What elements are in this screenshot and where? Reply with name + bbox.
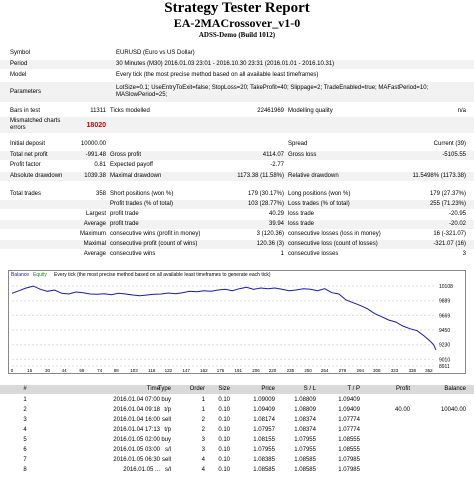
- gross-loss-label: Gross loss: [288, 152, 317, 158]
- table-cell-5: 1.09009: [253, 397, 275, 403]
- table-cell-6: 1.08374: [294, 427, 316, 433]
- table-row: [0, 466, 474, 475]
- table-cell-5: 1.08174: [253, 417, 275, 423]
- net-profit-label: Total net profit: [10, 152, 48, 158]
- table-cell-5: 1.08155: [253, 437, 275, 443]
- profit-trades-label: Profit trades (% of total): [110, 201, 174, 207]
- x-tick-label: 176: [216, 368, 225, 373]
- table-cell-1: 2016.01.04 07:00: [113, 397, 160, 403]
- chart-caption-text: Every tick (the most precise method based on all available least timeframes to generate each tick): [54, 272, 271, 278]
- initial-deposit-value: 10000.00: [80, 141, 106, 147]
- table-cell-6: 1.07955: [294, 447, 316, 453]
- table-cell-7: 1.07774: [338, 417, 360, 423]
- table-cell-0: 8: [23, 467, 27, 473]
- table-cell-0: 6: [23, 447, 27, 453]
- profit-factor-value: 0.81: [94, 162, 106, 168]
- x-tick-label: 235: [286, 368, 295, 373]
- x-tick-label: 264: [320, 368, 329, 373]
- y-tick-label: 9010: [439, 357, 451, 364]
- table-cell-1: 2016.01.04 16:00: [113, 417, 160, 423]
- mismatch-value: 18020: [86, 122, 106, 129]
- table-cell-1: 2016.01.04 17:13: [113, 427, 160, 433]
- total-trades-value: 358: [95, 191, 106, 197]
- table-cell-6: 1.08809: [294, 397, 316, 403]
- balance-chart: [8, 270, 466, 374]
- y-tick-label: 10108: [439, 284, 453, 291]
- table-row: [0, 426, 474, 435]
- chart-balance-label: Balance: [11, 272, 30, 278]
- trades-header-cell-3: Order: [189, 386, 205, 392]
- parameters-line-1: LotSize=0.1; UseEntryToExit=false; StopLoss=20; TakeProfit=40; Slippage=2; TradeEnabled=true; MAFastPeriod=10;: [116, 85, 429, 91]
- table-cell-3: 4: [201, 467, 205, 473]
- maximal-consec-loss-label: consecutive loss (count of losses): [288, 241, 378, 247]
- table-cell-5: 1.07955: [253, 447, 275, 453]
- trades-header-cell-9: Balance: [444, 386, 466, 392]
- parameters-label: Parameters: [10, 89, 42, 95]
- table-cell-3: 1: [201, 407, 205, 413]
- long-positions-value: 179 (27.37%): [429, 191, 466, 197]
- table-cell-3: 1: [201, 397, 205, 403]
- parameters-line-2: MASlowPeriod=25;: [116, 92, 168, 98]
- table-row: [0, 416, 474, 425]
- x-tick-label: 352: [425, 368, 433, 373]
- average-loss-label: loss trade: [288, 221, 315, 227]
- relative-drawdown-value: 11.5498% (1173.38): [412, 173, 466, 179]
- table-cell-1: 2016.01.05 03:00: [113, 447, 160, 453]
- x-tick-label: 279: [338, 368, 347, 373]
- gross-loss-value: -5105.55: [442, 152, 466, 158]
- table-cell-2: t/p: [164, 407, 171, 413]
- x-tick-label: 191: [234, 368, 242, 373]
- max-consec-wins-label: consecutive wins (profit in money): [110, 231, 201, 237]
- mismatch-row: [0, 117, 474, 133]
- trades-header-cell-5: Price: [261, 386, 275, 392]
- period-label: Period: [10, 61, 28, 67]
- relative-drawdown-label: Relative drawdown: [288, 173, 339, 179]
- table-cell-0: 7: [23, 457, 27, 463]
- mismatch-label-1: Mismatched charts: [10, 118, 61, 124]
- maximum-row: [0, 230, 474, 239]
- trades-header-cell-6: S / L: [303, 386, 316, 392]
- table-cell-2: s/l: [165, 467, 171, 473]
- profit-trades-row: [0, 200, 474, 209]
- x-tick-label: 294: [356, 368, 364, 373]
- table-cell-4: 0.10: [218, 427, 230, 433]
- loss-trades-label: Loss trades (% of total): [288, 201, 350, 207]
- maximal-drawdown-label: Maximal drawdown: [110, 173, 162, 179]
- symbol-value: EURUSD (Euro vs US Dollar): [116, 50, 195, 56]
- table-cell-2: t/p: [164, 427, 171, 433]
- profit-factor-row: [0, 161, 474, 170]
- trades-header-cell-0: #: [23, 386, 27, 392]
- period-value: 30 Minutes (M30) 2016.01.03 23:01 - 2016.10.30 23:31 (2016.01.01 - 2016.10.31): [116, 61, 335, 67]
- table-cell-2: s/l: [165, 447, 171, 453]
- x-tick-label: 74: [97, 368, 103, 373]
- table-cell-0: 2: [23, 407, 27, 413]
- table-cell-4: 0.10: [218, 407, 230, 413]
- x-tick-label: 59: [79, 368, 85, 373]
- x-tick-label: 44: [61, 368, 67, 373]
- average-consec-losses-label: consecutive losses: [288, 251, 339, 257]
- x-tick-label: 132: [164, 368, 173, 373]
- table-cell-8: 40.00: [394, 407, 410, 413]
- largest-loss-label: loss trade: [288, 211, 315, 217]
- table-cell-2: sell: [161, 417, 171, 423]
- initial-deposit-label: Initial deposit: [10, 141, 46, 147]
- model-row: [0, 71, 474, 80]
- table-cell-4: 0.10: [218, 447, 230, 453]
- profit-trades-value: 103 (28.77%): [247, 201, 284, 207]
- model-label: Model: [10, 72, 27, 78]
- average-consec-wins-value: 1: [280, 251, 284, 257]
- table-cell-4: 0.10: [218, 397, 230, 403]
- spread-value: Current (39): [433, 141, 466, 147]
- trades-header-row: [0, 385, 474, 394]
- net-profit-value: -991.48: [85, 152, 106, 158]
- maximal-consec-profit-label: consecutive profit (count of wins): [110, 241, 198, 247]
- trades-header-cell-4: Size: [218, 386, 230, 392]
- trades-header-cell-2: Type: [157, 386, 171, 392]
- maximal-drawdown-value: 1173.38 (11.58%): [237, 173, 284, 179]
- table-cell-5: 1.08385: [253, 457, 275, 463]
- bars-row: [0, 107, 474, 116]
- profit-factor-label: Profit factor: [10, 162, 41, 168]
- table-cell-0: 3: [23, 417, 27, 423]
- max-consec-wins-value: 3 (120.36): [256, 231, 284, 237]
- table-cell-3: 3: [201, 447, 205, 453]
- gross-profit-value: 4114.07: [262, 152, 284, 158]
- largest-label: Largest: [85, 211, 106, 217]
- chart-equity-label: Equity: [33, 272, 47, 278]
- x-tick-label: 206: [252, 368, 260, 373]
- table-cell-4: 0.10: [218, 467, 230, 473]
- symbol-label: Symbol: [10, 50, 31, 56]
- table-cell-0: 4: [23, 427, 27, 433]
- table-cell-1: 2016.01.05 06:30: [113, 457, 160, 463]
- ticks-label: Ticks modelled: [110, 108, 150, 114]
- report-title: Strategy Tester Report: [164, 0, 310, 16]
- table-row: [0, 436, 474, 445]
- table-cell-7: 1.08555: [338, 437, 360, 443]
- ea-name: EA-2MACrossover_v1-0: [173, 16, 301, 30]
- table-cell-4: 0.10: [218, 437, 230, 443]
- average-label: Average: [83, 221, 106, 227]
- table-cell-5: 1.09409: [253, 407, 275, 413]
- average-consec-losses-value: 3: [462, 251, 466, 257]
- table-cell-4: 0.10: [218, 457, 230, 463]
- quality-value: n/a: [457, 108, 466, 114]
- average-consec-row: [0, 250, 474, 259]
- table-cell-3: 4: [201, 457, 205, 463]
- bars-value: 11311: [90, 108, 106, 114]
- quality-label: Modelling quality: [288, 108, 333, 114]
- parameters-row: [0, 82, 474, 102]
- maximum-label: Maximum: [79, 231, 106, 237]
- table-cell-1: 2016.01.05 ...: [123, 467, 160, 473]
- average-profit-value: 39.94: [268, 221, 284, 227]
- table-row: [0, 446, 474, 455]
- table-row: [0, 406, 474, 415]
- model-value: Every tick (the most precise method based on all available least timeframes): [116, 72, 319, 78]
- maximal-consec-loss-value: -321.07 (16): [433, 241, 466, 247]
- ticks-value: 22461969: [257, 108, 284, 114]
- net-profit-row: [0, 151, 474, 160]
- gross-profit-label: Gross profit: [110, 152, 142, 158]
- x-tick-label: 88: [113, 368, 119, 373]
- trades-header-cell-8: Profit: [395, 386, 410, 392]
- short-positions-label: Short positions (won %): [110, 191, 174, 197]
- table-cell-0: 5: [23, 437, 27, 443]
- table-cell-7: 1.07774: [338, 427, 360, 433]
- table-cell-3: 2: [201, 427, 205, 433]
- x-tick-label: 250: [304, 368, 312, 373]
- average-loss-value: -20.02: [448, 221, 466, 227]
- x-tick-label: 15: [27, 368, 33, 373]
- y-tick-label: 8911: [439, 364, 450, 370]
- table-cell-7: 1.07985: [338, 457, 360, 463]
- table-cell-0: 1: [23, 397, 27, 403]
- table-cell-4: 0.10: [218, 417, 230, 423]
- x-tick-label: 338: [408, 368, 417, 373]
- table-cell-7: 1.08555: [338, 447, 360, 453]
- table-cell-5: 1.08585: [253, 467, 275, 473]
- x-tick-label: 0: [10, 368, 14, 373]
- absolute-drawdown-label: Absolute drawdown: [10, 173, 63, 179]
- average-consec-label: Average: [83, 251, 106, 257]
- table-cell-3: 2: [201, 417, 205, 423]
- largest-row: [0, 210, 474, 219]
- x-tick-label: 103: [130, 368, 138, 373]
- drawdown-row: [0, 172, 474, 181]
- x-tick-label: 162: [200, 368, 208, 373]
- y-tick-label: 9230: [439, 342, 451, 349]
- short-positions-value: 179 (30.17%): [247, 191, 284, 197]
- table-cell-6: 1.08585: [294, 457, 316, 463]
- maximal-label: Maximal: [83, 241, 106, 247]
- table-cell-6: 1.07955: [294, 437, 316, 443]
- y-tick-label: 9450: [439, 328, 451, 335]
- table-cell-2: buy: [161, 397, 171, 403]
- loss-trades-value: 255 (71.23%): [429, 201, 466, 207]
- table-cell-6: 1.08809: [294, 407, 316, 413]
- table-cell-5: 1.07957: [253, 427, 275, 433]
- x-tick-label: 30: [45, 368, 51, 373]
- x-tick-label: 323: [390, 368, 399, 373]
- max-consec-losses-value: 16 (-321.07): [433, 231, 466, 237]
- largest-profit-label: profit trade: [110, 211, 139, 217]
- spread-label: Spread: [288, 141, 308, 147]
- x-tick-label: 220: [268, 368, 277, 373]
- total-trades-row: [0, 190, 474, 199]
- trades-header-cell-1: Time: [146, 386, 160, 392]
- x-tick-label: 147: [182, 368, 190, 373]
- table-row: [0, 396, 474, 405]
- table-cell-2: buy: [161, 437, 171, 443]
- absolute-drawdown-value: 1039.38: [84, 173, 106, 179]
- table-cell-2: sell: [161, 457, 171, 463]
- table-cell-7: 1.09409: [338, 407, 360, 413]
- expected-payoff-label: Expected payoff: [110, 162, 153, 168]
- long-positions-label: Long positions (won %): [288, 191, 351, 197]
- bars-label: Bars in test: [10, 108, 41, 114]
- table-cell-7: 1.07985: [338, 467, 360, 473]
- server-name: ADSS-Demo (Build 1012): [198, 31, 276, 39]
- y-tick-label: 9889: [439, 298, 451, 305]
- table-cell-3: 3: [201, 437, 205, 443]
- deposit-row: [0, 140, 474, 149]
- table-cell-1: 2016.01.04 09:18: [113, 407, 160, 413]
- x-tick-label: 308: [373, 368, 381, 373]
- mismatch-label-2: errors: [10, 125, 26, 131]
- table-cell-6: 1.08374: [294, 417, 316, 423]
- total-trades-label: Total trades: [10, 191, 42, 197]
- table-cell-7: 1.09409: [338, 397, 360, 403]
- largest-profit-value: 40.29: [268, 211, 284, 217]
- period-row: [0, 60, 474, 69]
- max-consec-losses-label: consecutive losses (loss in money): [288, 231, 381, 237]
- symbol-row: [0, 49, 474, 58]
- largest-loss-value: -20.95: [448, 211, 466, 217]
- maximal-row: [0, 240, 474, 249]
- trades-header-cell-7: T / P: [347, 386, 360, 392]
- expected-payoff-value: -2.77: [270, 162, 284, 168]
- maximal-consec-profit-value: 120.36 (3): [256, 241, 284, 247]
- table-cell-6: 1.08585: [294, 467, 316, 473]
- table-row: [0, 456, 474, 465]
- table-cell-1: 2016.01.05 02:00: [113, 437, 160, 443]
- y-tick-label: 9669: [439, 313, 451, 320]
- table-cell-9: 10040.00: [440, 407, 466, 413]
- x-tick-label: 118: [148, 368, 156, 373]
- average-consec-wins-label: consecutive wins: [110, 251, 156, 257]
- average-row: [0, 220, 474, 229]
- average-profit-label: profit trade: [110, 221, 139, 227]
